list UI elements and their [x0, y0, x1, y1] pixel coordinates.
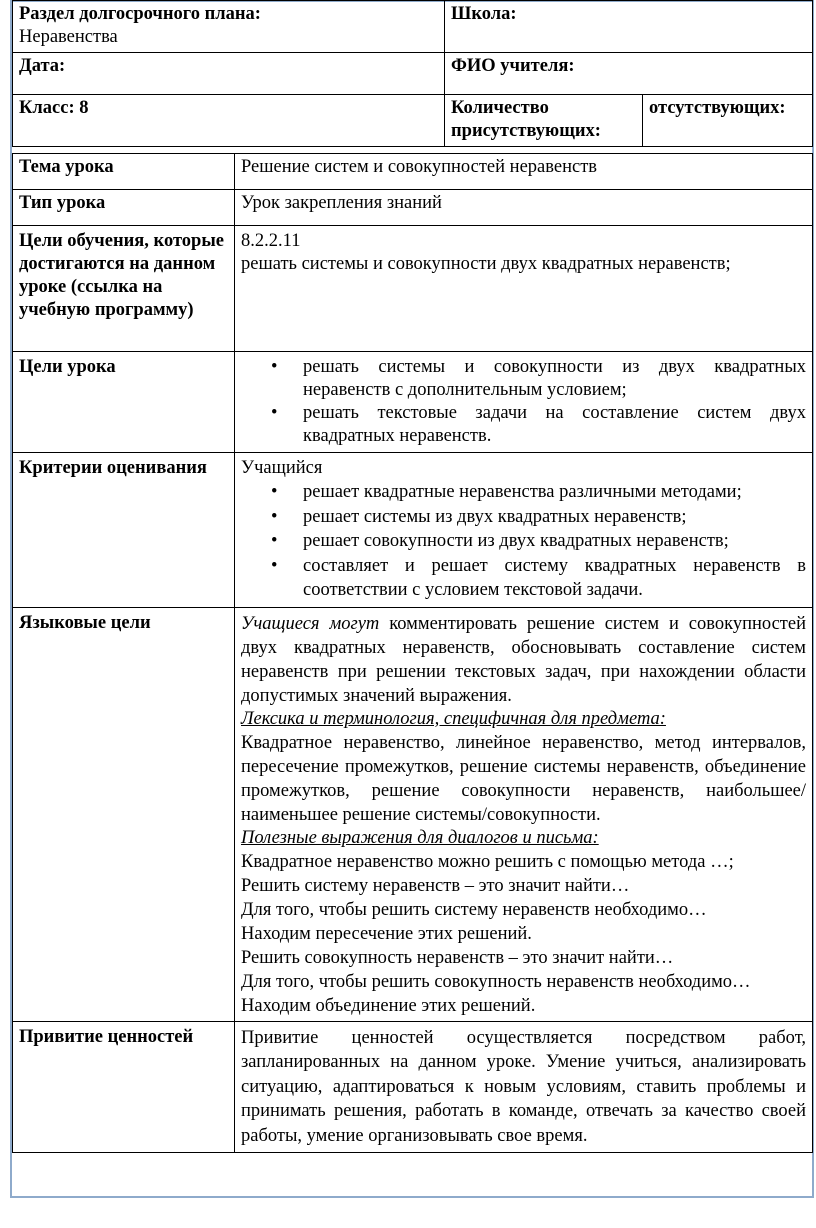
criteria-intro: Учащийся: [241, 458, 323, 478]
topic-value: Решение систем и совокупностей неравенств: [241, 157, 598, 177]
present-cell: [445, 95, 643, 147]
present-label: Количество присутствующих:: [451, 98, 601, 141]
row-criteria: [13, 453, 813, 608]
teacher-label: ФИО учителя:: [451, 56, 575, 76]
language-intro: [241, 612, 806, 708]
absent-label: отсутствующих:: [649, 98, 786, 118]
row-lesson-goals: [13, 352, 813, 453]
separator-row: [13, 147, 813, 154]
values-text: Привитие ценностей осуществляется посредством работ, запланированных на данном уроке. Умение учиться, анализировать ситуацию, адаптироваться к новым условиям, ставить проблемы и принимать решения, работать в команде, отвечать за качество своей работы, умение организовывать свое время.: [241, 1027, 807, 1146]
section-label: Раздел долгосрочного плана:: [19, 4, 261, 24]
list-item: Квадратное неравенство можно решить с помощью метода …;: [241, 851, 734, 872]
date-label: Дата:: [19, 56, 66, 76]
list-item: • решать системы и совокупности из двух квадратных неравенств с дополнительным условием;: [303, 356, 806, 402]
list-item: Решить систему неравенств – это значит найти…: [241, 875, 630, 896]
school-cell: [445, 1, 813, 53]
goals-label-cell: [13, 226, 235, 352]
criteria-label-cell: [13, 453, 235, 608]
list-item: Для того, чтобы решить систему неравенств необходимо…: [241, 899, 707, 920]
header-row-class: [13, 95, 813, 147]
absent-cell: [643, 95, 813, 147]
language-label-cell: [13, 607, 235, 1021]
class-cell: [13, 95, 445, 147]
values-label-cell: [13, 1021, 235, 1153]
section-value: Неравенства: [19, 27, 118, 47]
list-item: • решает системы из двух квадратных неравенств;: [303, 505, 806, 530]
criteria-label: Критерии оценивания: [19, 458, 207, 478]
phrases-heading: Полезные выражения для диалогов и письма:: [241, 827, 599, 848]
language-intro-italic: Учащиеся могут: [241, 613, 380, 634]
row-topic: [13, 154, 813, 190]
row-learning-goals: [13, 226, 813, 352]
row-language-goals: [13, 607, 813, 1021]
criteria-value-cell: [235, 453, 813, 608]
section-cell: [13, 1, 445, 53]
list-item: • составляет и решает систему квадратных неравенств в соответствии с условием текстовой задачи.: [303, 554, 806, 603]
row-type: [13, 190, 813, 226]
list-item: Находим объединение этих решений.: [241, 995, 536, 1016]
row-values: [13, 1021, 813, 1153]
language-value-cell: [235, 607, 813, 1021]
list-item: Для того, чтобы решить совокупность неравенств необходимо…: [241, 971, 751, 992]
class-label: Класс: 8: [19, 98, 89, 118]
language-intro-rest: комментировать решение систем и совокупностей двух квадратных неравенств, обосновывать составление систем неравенств при решении текстовых задач, при нахождении области допустимых значений выражения.: [241, 613, 807, 706]
teacher-cell: [445, 53, 813, 95]
vocab-heading: Лексика и терминология, специфичная для предмета:: [241, 708, 666, 729]
school-label: Школа:: [451, 4, 517, 24]
type-label-cell: [13, 190, 235, 226]
goals-value-cell: [235, 226, 813, 352]
lesson-plan-table: [12, 0, 813, 1153]
lesson-goals-label: Цели урока: [19, 357, 116, 377]
goals-label: Цели обучения, которые достигаются на данном уроке (ссылка на учебную программу): [19, 231, 224, 320]
lesson-goals-value-cell: [235, 352, 813, 453]
type-label: Тип урока: [19, 193, 106, 213]
values-label: Привитие ценностей: [19, 1026, 194, 1047]
language-label: Языковые цели: [19, 612, 151, 633]
values-value-cell: [235, 1021, 813, 1153]
topic-value-cell: [235, 154, 813, 190]
goals-code: 8.2.2.11: [241, 231, 301, 251]
header-row-section: [13, 1, 813, 53]
type-value-cell: [235, 190, 813, 226]
list-item: • решает совокупности из двух квадратных неравенств;: [303, 529, 806, 554]
vocab-text: Квадратное неравенство, линейное неравенство, метод интервалов, пересечение промежутков, решение системы неравенств, объединение промежутков, решение совокупности неравенств, наибольшее/наименьшее решение системы/совокупности.: [241, 732, 807, 825]
topic-label-cell: [13, 154, 235, 190]
date-cell: [13, 53, 445, 95]
topic-label: Тема урока: [19, 157, 114, 177]
list-item: • решать текстовые задачи на составление систем двух квадратных неравенств.: [303, 402, 806, 448]
list-item: • решает квадратные неравенства различными методами;: [303, 480, 806, 505]
list-item: Решить совокупность неравенств – это значит найти…: [241, 947, 674, 968]
lesson-goals-label-cell: [13, 352, 235, 453]
type-value: Урок закрепления знаний: [241, 193, 442, 213]
criteria-list: [241, 480, 806, 603]
phrases-list: [241, 850, 806, 1018]
goals-value: решать системы и совокупности двух квадратных неравенств;: [241, 254, 731, 274]
lesson-goals-list: [241, 356, 806, 448]
header-row-date: [13, 53, 813, 95]
list-item: Находим пересечение этих решений.: [241, 923, 532, 944]
